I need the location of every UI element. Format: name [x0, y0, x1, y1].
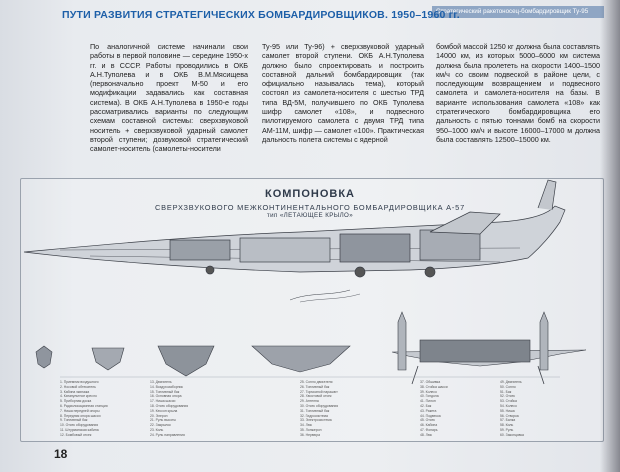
figure-title: КОМПОНОВКА — [265, 188, 355, 200]
legend-item: 16. Основная опора — [150, 394, 182, 399]
legend-item: 41. Пилон — [420, 399, 436, 404]
legend-item: 2. Носовой обтекатель — [60, 384, 96, 389]
legend-item: 8. Передняя опора шасси — [60, 413, 101, 418]
legend-item: 7. Ниша передней опоры — [60, 408, 100, 413]
legend-item: 55. Ниша — [500, 408, 515, 413]
legend-item: 39. Колесо — [420, 389, 437, 394]
legend-item: 45. Отсек — [420, 418, 435, 423]
page-edge-shadow — [600, 0, 620, 472]
legend-column-2 — [150, 380, 188, 438]
section-2 — [92, 348, 124, 370]
legend-item: 56. Створка — [500, 413, 519, 418]
legend-item: 17. Ниша шасси — [150, 399, 176, 404]
page-number: 18 — [54, 447, 68, 461]
legend-item: 27. Тормозной парашют — [300, 389, 338, 394]
cross-sections — [36, 312, 586, 384]
legend-item: 37. Обшивка — [420, 380, 441, 384]
legend-column-5 — [500, 380, 524, 438]
legend-item: 57. Балка — [500, 418, 516, 423]
section-4 — [252, 346, 350, 372]
legend-item: 33. Электросистема — [300, 418, 332, 423]
legend-item: 18. Отсек оборудования — [150, 403, 189, 408]
legend-item: 21. Руль высоты — [150, 418, 176, 423]
legend-item: 31. Топливный бак — [300, 408, 330, 413]
figure-type-line: тип «ЛЕТАЮЩЕЕ КРЫЛО» — [266, 212, 354, 219]
legend-item: 15. Топливный бак — [150, 389, 180, 394]
legend-item: 12. Бомбовый отсек — [60, 432, 92, 437]
legend-item: 59. Руль — [500, 427, 514, 432]
side-view — [24, 180, 565, 302]
legend-item: 38. Стойка шасси — [420, 384, 448, 389]
legend-item: 44. Подвеска — [420, 413, 441, 418]
legend-item: 22. Закрылок — [150, 423, 171, 428]
legend-item: 4. Катапультное кресло — [60, 394, 97, 399]
legend-item: 43. Ракета — [420, 408, 437, 413]
legend-item: 13. Двигатель — [150, 380, 172, 384]
legend-item: 34. Люк — [300, 423, 312, 428]
legend-item: 11. Штурманская кабина — [60, 427, 99, 432]
legend-item: 5. Приборная доска — [60, 399, 92, 404]
legend-item: 32. Гидросистема — [300, 413, 328, 418]
column-3-text: бомбой массой 1250 кг должна была составлять 14000 км, из которых 5000–6000 км система должна была пролететь на скорости 1400–1500 км/ч со своим подвеской в районе цели, с последующим возвращением и подвесного самолета и самолета-носителя на базы. В варианте использования самолета «108» как стратегического бомбардировщика его дальность с пятью тоннами бомб на скорости 950–1000 км/ч и высоте 16000–17000 м должна была составлять 12500–15000 км. — [436, 42, 600, 144]
page-header-title: ПУТИ РАЗВИТИЯ СТРАТЕГИЧЕСКИХ БОМБАРДИРОВЩИКОВ. 1950–1960 гг. — [62, 9, 460, 21]
column-1-text: По аналогичной системе начинали свои работы в первой половине — середине 1950-х гг. и в СССР. Работы проводились в ОКБ А.Н.Туполева и в ОКБ В.М.Мясищева (первоначально проект М-50 и его модификации задавались как составная система). В ОКБ А.Н.Туполева в 1950-е годы рассматривались варианты по следующим схемам составной системы: сверхзвуковой носитель + сверхзвуковой ударный самолет второй ступени; дозвуковой стратегический самолет-носитель (самолеты-носители — [90, 42, 248, 154]
legend-item: 14. Воздухозаборник — [150, 384, 183, 389]
legend-item: 24. Руль направления — [150, 432, 185, 437]
legend-item: 30. Отсек оборудования — [300, 403, 339, 408]
legend-item: 50. Сопло — [500, 384, 516, 389]
running-head: Стратегический ракетоносец-бомбардировщик Ту-95 — [432, 6, 604, 18]
legend-item: 29. Антенна — [300, 399, 319, 404]
legend-item: 60. Законцовка — [500, 432, 524, 437]
legend-item: 23. Киль — [150, 427, 164, 432]
legend-item: 48. Люк — [420, 432, 432, 437]
legend-column-3 — [300, 380, 338, 438]
legend-column-4 — [420, 380, 448, 438]
legend-item: 51. Бак — [500, 389, 512, 394]
legend-item: 52. Отсек — [500, 394, 515, 399]
legend-item: 9. Топливный бак — [60, 418, 88, 423]
section-1 — [36, 346, 52, 368]
legend-item: 58. Киль — [500, 423, 514, 428]
legend-item: 19. Кессон крыла — [150, 408, 178, 413]
legend-item: 6. Радиолокационная станция — [60, 403, 108, 408]
legend-item: 53. Стойка — [500, 399, 517, 404]
legend-item: 36. Нервюра — [300, 432, 320, 437]
legend-item: 46. Кабина — [420, 423, 438, 428]
legend-item: 10. Отсек оборудования — [60, 423, 99, 428]
legend-item: 54. Колесо — [500, 403, 517, 408]
legend-item: 3. Кабина экипажа — [60, 389, 90, 394]
column-2-text: Ту-95 или Ту-96) + сверхзвуковой ударный самолет второй ступени. ОКБ А.Н.Туполева должно было спроектировать и построить составной дальний бомбардировщик (так официально называлась тема), который состоял из самолета-носителя с шестью ТРД типа ВД-5М, получившего по ОКБ Туполева шифр самолет «108», и подвесного пилотируемого самолета с двумя ТРД типа АМ-11М, шифр — самолет «100». Практическая дальность полета системы с ядерной — [262, 42, 424, 144]
legend-item: 35. Лонжерон — [300, 427, 322, 432]
figure-subtitle: СВЕРХЗВУКОВОГО МЕЖКОНТИНЕНТАЛЬНОГО БОМБАРДИРОВЩИКА А-57 — [154, 203, 465, 212]
legend-item: 26. Топливный бак — [300, 384, 330, 389]
legend-item: 28. Хвостовой отсек — [300, 394, 332, 399]
legend-item: 40. Гондола — [420, 394, 439, 399]
legend-item: 25. Сопло двигателя — [300, 380, 333, 384]
legend-column-1 — [60, 380, 108, 438]
legend-item: 49. Двигатель — [500, 380, 522, 384]
legend-item: 42. Бак — [420, 403, 432, 408]
section-3 — [158, 346, 214, 376]
legend-item: 47. Фонарь — [420, 427, 438, 432]
legend-item: 1. Приемник воздушного — [60, 380, 99, 384]
legend-item: 20. Элерон — [150, 413, 168, 418]
